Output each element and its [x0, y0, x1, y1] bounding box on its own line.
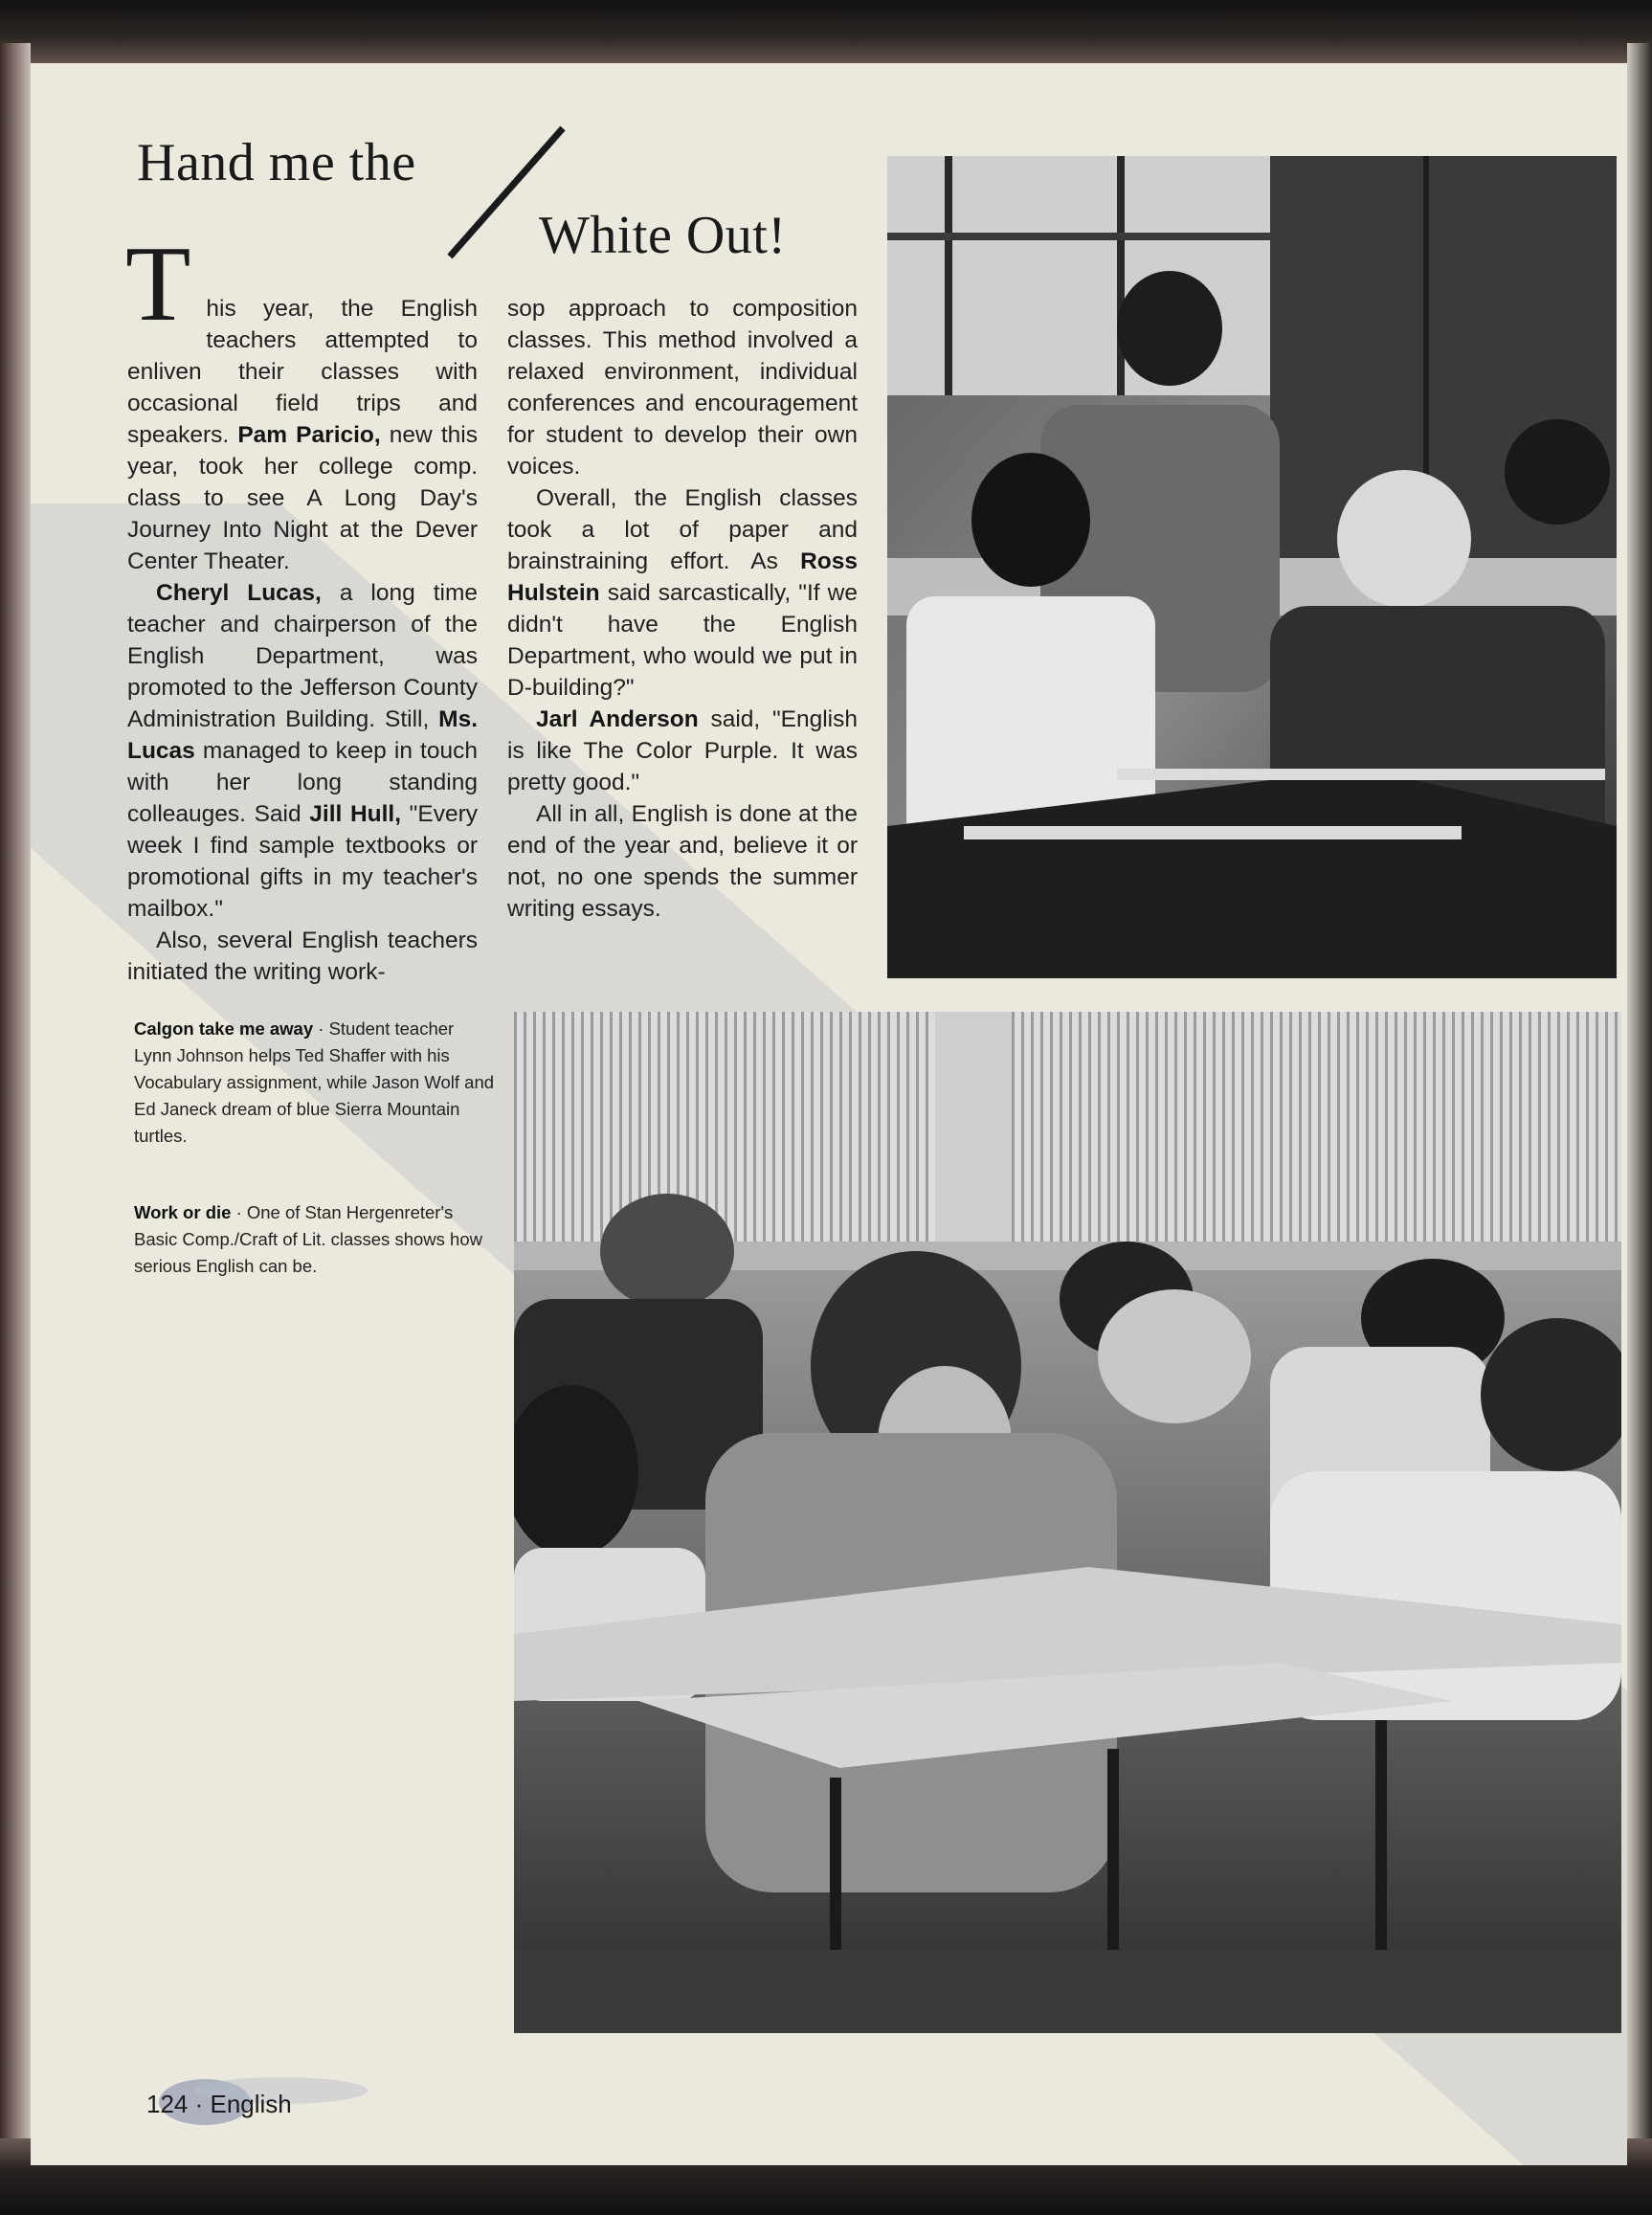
drop-cap: T — [125, 225, 191, 344]
paragraph-text: his year, the English teachers attempted to enliven their classes with occasional field trips and speakers. — [127, 296, 478, 448]
person-name: Cheryl Lucas, — [156, 580, 322, 606]
paragraph-text: a long time teacher and chairperson of the English Department, was promoted to the Jefferson County Administration Building. Still, — [127, 580, 478, 732]
article-paragraph — [127, 577, 478, 925]
page-top-border — [0, 0, 1652, 67]
caption-text: · Student teacher Lynn Johnson helps Ted Shaffer with his Vocabulary assignment, while Jason Wolf and Ed Janeck dream of blue Sierra Mountain turtles. — [134, 1018, 495, 1146]
photo-student-teacher — [887, 156, 1617, 978]
photo-caption-1 — [134, 1016, 496, 1150]
article-paragraph: sop approach to composition classes. This method involved a relaxed environment, individual conferences and encouragement for student to develop their own voices. — [507, 296, 858, 480]
person-name: Jarl Anderson — [536, 706, 699, 732]
article-paragraph — [507, 482, 858, 704]
article-column-2 — [507, 293, 858, 925]
paragraph-text: Overall, the English classes took a lot of paper and brainstraining effort. As — [507, 485, 858, 574]
photo-classroom-writing — [514, 1012, 1621, 2033]
article-paragraph — [507, 704, 858, 798]
article-paragraph — [125, 225, 478, 577]
photo-caption-2 — [134, 1199, 496, 1280]
paragraph-text: said, "English is like The Color Purple. It was pretty good." — [507, 706, 858, 795]
page-folio: 124 · English — [146, 2090, 292, 2118]
caption-title: Calgon take me away — [134, 1018, 314, 1039]
person-name: Ross Hulstein — [507, 548, 858, 606]
caption-title: Work or die — [134, 1202, 232, 1222]
caption-text: · One of Stan Hergenreter's Basic Comp./Craft of Lit. classes shows how serious English can be. — [134, 1202, 482, 1276]
person-name: Pam Paricio, — [237, 422, 381, 448]
paragraph-text: managed to keep in touch with her long standing colleauges. Said — [127, 738, 478, 827]
paragraph-text: "Every week I find sample textbooks or promotional gifts in my teacher's mailbox." — [127, 801, 478, 922]
person-name: Ms. Lucas — [127, 706, 478, 764]
paragraph-text: new this year, took her college comp. class to see A Long Day's Journey Into Night at the Dever Center Theater. — [127, 422, 478, 574]
article-paragraph: All in all, English is done at the end of the year and, believe it or not, no one spends the summer writing essays. — [507, 801, 858, 922]
article-column-1 — [125, 225, 478, 988]
page-right-edge — [1627, 43, 1652, 2178]
binding-left-edge — [0, 43, 31, 2178]
article-paragraph: Also, several English teachers initiated the writing work- — [127, 928, 478, 985]
headline-part-2: White Out! — [539, 206, 787, 265]
person-name: Jill Hull, — [309, 801, 402, 827]
paragraph-text: said sarcastically, "If we didn't have the English Department, who would we put in D-building?" — [507, 580, 858, 701]
headline-part-1: Hand me the — [137, 133, 416, 192]
